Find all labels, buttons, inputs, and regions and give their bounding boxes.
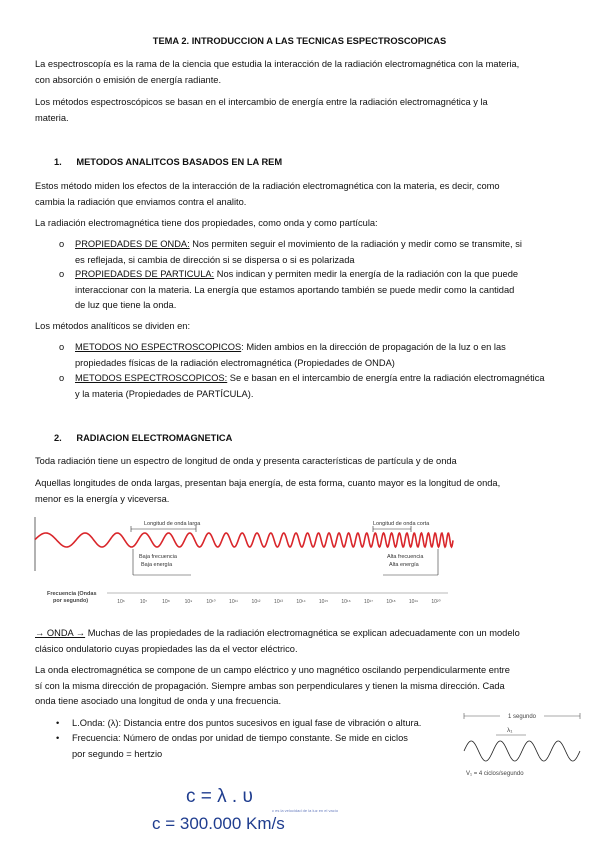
text-line: Muchas de las propiedades de la radiación electromagnética se explican adecuadamente con un modelo [85,628,520,638]
frequency-figure [458,708,586,778]
speed-of-light-value: c = 300.000 Km/s [152,814,285,833]
list-item [59,340,506,371]
lambda-label: λ₁ [507,727,513,734]
axis-tick-label: 10¹³ [274,599,283,605]
section-2-paragraph-4 [35,663,510,710]
section-title: METODOS ANALITCOS BASADOS EN LA REM [76,157,283,167]
section-1-paragraph-1 [35,179,500,210]
list-item [59,371,545,402]
list-item [59,267,519,314]
section-2-heading [54,433,232,443]
axis-tick-label: 10¹⁵ [318,599,329,605]
formula-note: c es la velocidad de la luz en el vacío [272,808,339,813]
low-energy-label: Baja energía [141,562,173,568]
section-1-paragraph-3: Los métodos analíticos se dividen en: [35,321,191,331]
text-line: es reflejada, si cambia de dirección si se dispersa o si es polarizada [75,254,355,265]
onda-term: → ONDA → [35,628,86,638]
axis-tick-label: 10⁶ [117,599,125,605]
term: METODOS ESPECTROSCOPICOS: [75,373,228,383]
list-marker: o [59,342,65,352]
list-marker: • [56,718,60,728]
text-line: cambia la radiación que enviamos contra el analito. [35,196,247,207]
axis-label-line: Frecuencia (Ondas [47,591,97,597]
text-line: clásico ondulatorio cuyas propiedades las da el vector eléctrico. [35,643,298,654]
text-line: La espectroscopía es la rama de la ciencia que estudia la interacción de la radiación electromagnética con la materia, [35,59,520,69]
list-item [56,731,408,762]
axis-tick-label: 10¹⁹ [408,599,419,605]
axis-tick-label: 10¹¹ [229,599,238,605]
page-title: TEMA 2. INTRODUCCION A LAS TECNICAS ESPECTROSCOPICAS [152,36,447,46]
list-marker: o [59,269,65,279]
sine-wave [464,741,580,761]
axis-tick-label: 10²⁰ [431,599,441,605]
text-line: sí con la misma dirección de propagación. Siempre ambas son perpendiculares y tienen la misma dirección. Cada [35,680,505,691]
section-number: 1. [54,157,62,167]
frequency-caption: V₁ = 4 ciclos/segundo [466,771,524,777]
term: PROPIEDADES DE ONDA: [75,239,190,249]
axis-tick-label: 10⁷ [139,599,148,605]
text-line: de luz que tiene la onda. [75,300,177,311]
text-line: L.Onda: (λ): Distancia entre dos puntos sucesivos en igual fase de vibración o altura. [72,718,422,728]
section-2-paragraph-1: Toda radiación tiene un espectro de longitud de onda y presenta características de partícula y de onda [35,456,457,466]
text-line: Frecuencia: Número de ondas por unidad de tiempo constante. Se mide en ciclos [72,733,408,743]
section-2-paragraph-3 [35,626,520,657]
text-line: Los métodos espectroscópicos se basan en el intercambio de energía entre la radiación electromagnética y la [35,97,488,107]
section-1-paragraph-2: La radiación electromagnética tiene dos propiedades, como onda y como partícula: [35,218,378,228]
text-line: menor es la energía y viceversa. [35,493,170,504]
axis-label-line: por segundo) [53,598,89,604]
axis-tick-label: 10¹⁸ [386,599,396,605]
short-wavelength-label: Longitud de onda corta [373,521,430,527]
list-item [59,237,522,268]
high-energy-label: Alta energía [389,562,419,568]
list-marker: o [59,373,65,383]
text-line: Aquellas longitudes de onda largas, presentan baja energía, de esta forma, cuanto mayor es la longitud de onda, [35,478,501,488]
term: METODOS NO ESPECTROSCOPICOS [75,342,242,352]
text-line: con absorción o emisión de energía radiante. [35,74,222,85]
axis-tick-label: 10¹⁷ [363,599,374,605]
low-frequency-label: Baja frecuencia [139,554,177,560]
intro-paragraph-2 [35,95,488,126]
text-line: onda tiene asociado una longitud de onda y una frecuencia. [35,696,282,707]
axis-ticks [117,599,440,605]
axis-tick-label: 10¹⁶ [341,599,351,605]
spectrum-figure [33,513,463,616]
text-line: : Miden ambios en la dirección de propagación de la luz o en las [241,342,506,352]
axis-tick-label: 10⁹ [184,599,193,605]
list-marker: o [59,239,65,249]
speed-of-light-formula: c = λ . υ [186,786,253,807]
section-2-paragraph-2 [35,476,500,507]
text-line: Nos permiten seguir el movimiento de la radiación y medir como se transmite, si [189,239,522,249]
axis-tick-label: 10¹² [251,599,261,605]
axis-tick-label: 10¹⁰ [206,599,216,605]
text-line: Se e basan en el intercambio de energía entre la radiación electromagnética [227,373,545,383]
text-line: Nos indican y permiten medir la energía de la radiación con la que puede [214,269,519,279]
intro-paragraph-1 [35,57,519,88]
text-line: Estos método miden los efectos de la interacción de la radiación electromagnética con la materia, es decir, como [35,181,500,191]
list-item [56,716,422,732]
axis-tick-label: 10⁸ [162,599,170,605]
section-title: RADIACION ELECTROMAGNETICA [76,433,233,443]
text-line: materia. [35,112,69,123]
term: PROPIEDADES DE PARTICULA: [75,269,215,279]
axis-tick-label: 10¹⁴ [296,599,306,605]
high-frequency-label: Alta frecuencia [387,554,424,560]
text-line: y la materia (Propiedades de PARTÍCULA). [75,388,254,399]
one-second-label: 1 segundo [507,714,537,720]
section-number: 2. [54,433,62,443]
list-marker: • [56,733,60,743]
text-line: La onda electromagnética se compone de un campo eléctrico y uno magnético oscilando perpendicularmente entre [35,665,510,675]
text-line: interaccionar con la materia. La energía que estamos aportando también se puede medir como la cantidad [75,284,515,295]
text-line: propiedades físicas de la radiación electromagnética (Propiedades de ONDA) [75,357,395,368]
long-wavelength-label: Longitud de onda larga [144,521,201,527]
section-1-heading [54,157,282,167]
wave-line [35,533,453,547]
text-line: por segundo = hertzio [72,748,163,759]
